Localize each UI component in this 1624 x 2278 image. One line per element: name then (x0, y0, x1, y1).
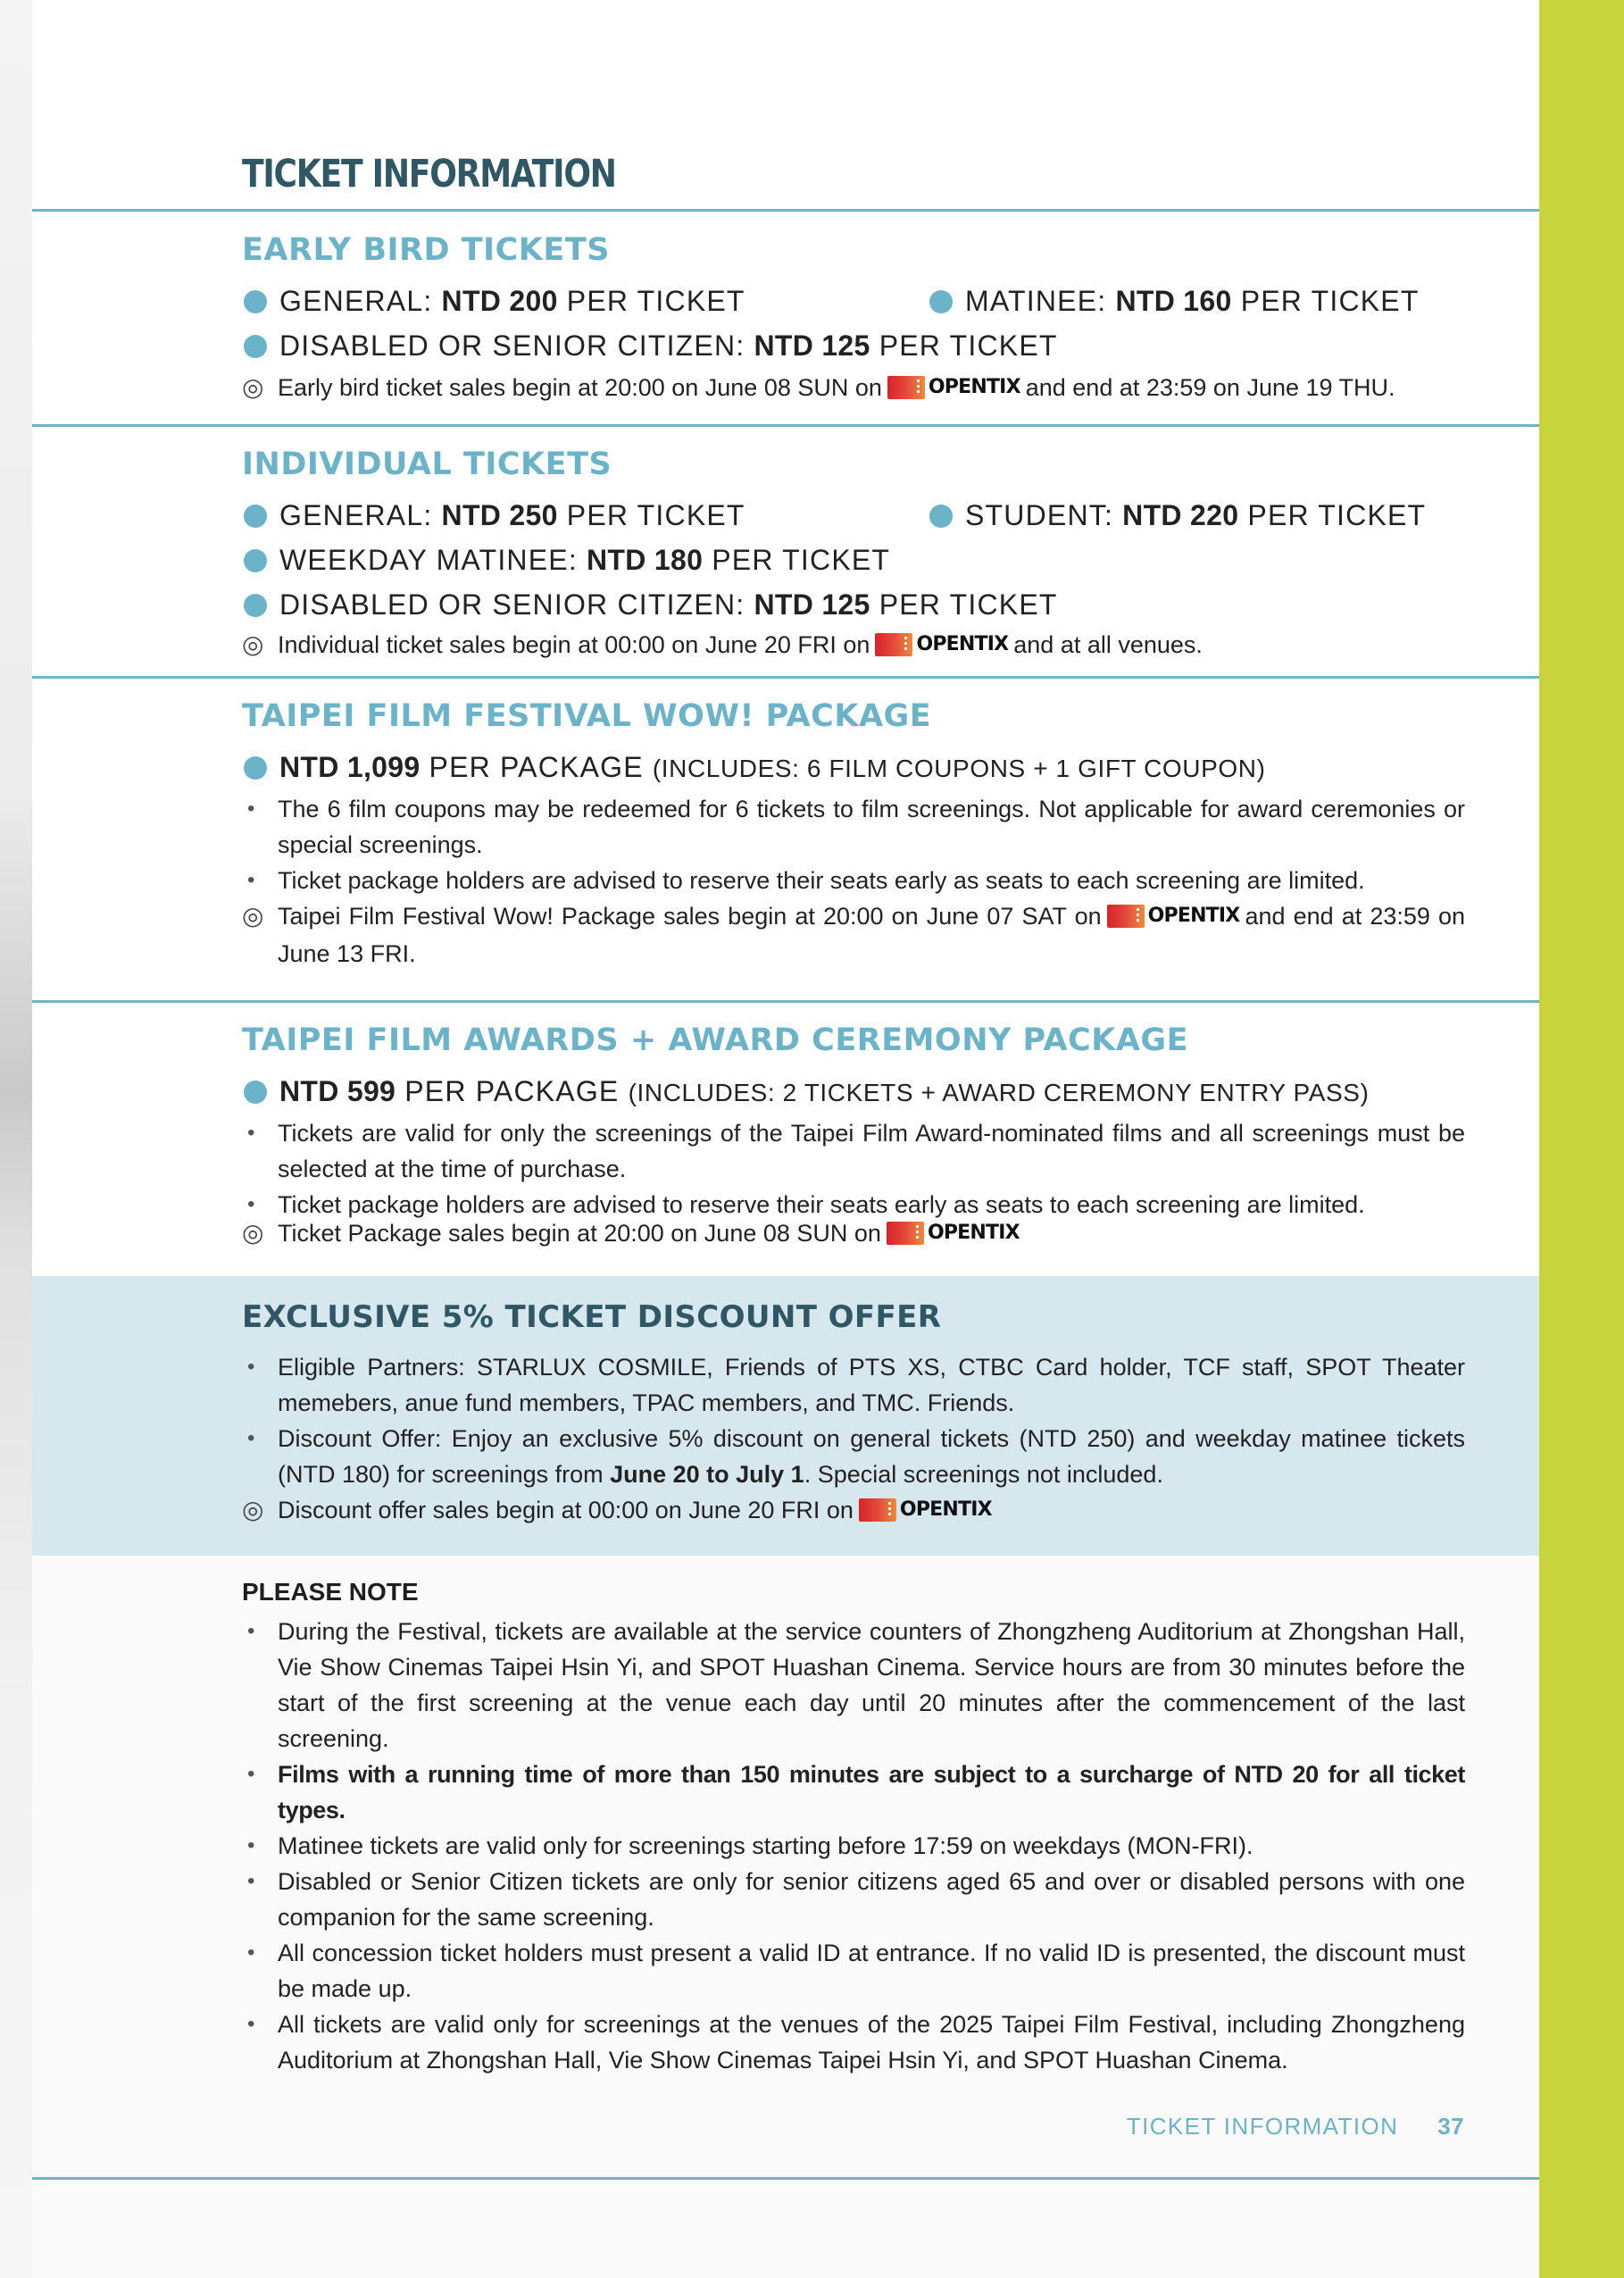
wow-package-section (242, 697, 1465, 972)
double-circle-icon: ◎ (242, 630, 264, 658)
list-item: • Eligible Partners: STARLUX COSMILE, Friends of PTS XS, CTBC Card holder, TCF staff, SPOT Theater memebers, anue fund members, TPAC members, and TMC. Friends. (247, 1354, 1465, 1416)
sales-note: ◎ Early bird ticket sales begin at 20:00 on June 08 SUN on OPENTIX and end at 23:59 on June 19 THU. (242, 370, 1465, 407)
page-edge-shadow (0, 0, 32, 2278)
side-color-bar (1539, 0, 1624, 2278)
ticket-icon (1107, 905, 1145, 928)
list-item: • All concession ticket holders must present a valid ID at entrance. If no valid ID is presented, the discount must be made up. (247, 1940, 1465, 2002)
opentix-logo: OPENTIX (875, 627, 1008, 663)
list-item: • All tickets are valid only for screenings at the venues of the 2025 Taipei Film Festival, including Zhongzheng Auditorium at Zhongshan Hall, Vie Show Cinemas Taipei Hsin Yi, and SPOT Huashan Cinema. (247, 2011, 1465, 2074)
ticket-icon (887, 376, 925, 399)
price-disabled: DISABLED OR SENIOR CITIZEN: NTD 125 PER TICKET (242, 323, 1465, 368)
section-title: EXCLUSIVE 5% TICKET DISCOUNT OFFER (242, 1299, 942, 1335)
price-student: STUDENT: NTD 220 PER TICKET (928, 493, 1426, 538)
opentix-logo: OPENTIX (1107, 898, 1240, 934)
opentix-logo: OPENTIX (887, 1215, 1020, 1251)
page-number: 37 (1437, 2113, 1464, 2140)
individual-section (242, 445, 1465, 664)
divider (32, 1000, 1539, 1003)
double-circle-icon: ◎ (242, 902, 264, 930)
price-matinee: MATINEE: NTD 160 PER TICKET (928, 279, 1420, 323)
opentix-logo: OPENTIX (887, 370, 1020, 405)
sales-note: ◎ Ticket Package sales begin at 20:00 on June 08 SUN on OPENTIX (242, 1215, 1465, 1253)
price-disabled: DISABLED OR SENIOR CITIZEN: NTD 125 PER TICKET (242, 582, 1465, 627)
list-item: • Disabled or Senior Citizen tickets are only for senior citizens aged 65 and over or disabled persons with one companion for the same screening. (247, 1868, 1465, 1931)
bullet-dot-icon (244, 549, 267, 572)
ticket-icon (887, 1222, 924, 1245)
price-general: GENERAL: NTD 250 PER TICKET (242, 493, 928, 538)
section-title: TAIPEI FILM FESTIVAL WOW! PACKAGE (242, 698, 932, 734)
list-item: • Ticket package holders are advised to reserve their seats early as seats to each screening are limited. (247, 867, 1365, 894)
opentix-logo: OPENTIX (859, 1492, 992, 1528)
bullet-dot-icon (929, 290, 953, 313)
bullet-dot-icon (244, 505, 267, 528)
divider (32, 676, 1539, 679)
bullet-dot-icon (244, 290, 267, 313)
list-item: • Films with a running time of more than 150 minutes are subject to a surcharge of NTD 20 for all ticket types. (247, 1761, 1465, 1823)
list-item: • Tickets are valid for only the screenings of the Taipei Film Award-nominated films and all screenings must be selected at the time of purchase. (247, 1120, 1465, 1182)
package-price: NTD 1,099 PER PACKAGE (INCLUDES: 6 FILM COUPONS + 1 GIFT COUPON) (242, 745, 1465, 791)
please-note-section (242, 1574, 1465, 2078)
price-general: GENERAL: NTD 200 PER TICKET (242, 279, 928, 323)
section-title: TAIPEI FILM AWARDS + AWARD CEREMONY PACKAGE (242, 1022, 1189, 1058)
discount-section (242, 1298, 1465, 1530)
divider (32, 2177, 1539, 2180)
footer-section-label: TICKET INFORMATION (1126, 2113, 1399, 2140)
sales-note: ◎ Discount offer sales begin at 00:00 on June 20 FRI on OPENTIX (242, 1492, 1465, 1530)
divider (32, 424, 1539, 427)
section-title: INDIVIDUAL TICKETS (242, 446, 612, 482)
sales-note: ◎ Individual ticket sales begin at 00:00 on June 20 FRI on OPENTIX and at all venues. (242, 627, 1465, 664)
double-circle-icon: ◎ (242, 373, 264, 401)
bullet-dot-icon (929, 505, 953, 528)
bullet-dot-icon (244, 756, 267, 780)
list-item: • During the Festival, tickets are available at the service counters of Zhongzheng Auditorium at Zhongshan Hall, Vie Show Cinemas Taipei Hsin Yi, and SPOT Huashan Cinema. Service hours are from 30 minutes before the start of the first screening at the venue each day until 20 minutes after the commencement of the last screening. (247, 1618, 1465, 1752)
early-bird-section (242, 230, 1465, 407)
list-item: • Ticket package holders are advised to reserve their seats early as seats to each screening are limited. (247, 1191, 1365, 1218)
ticket-icon (859, 1498, 896, 1522)
divider (32, 209, 1539, 212)
bullet-dot-icon (244, 594, 267, 617)
package-price: NTD 599 PER PACKAGE (INCLUDES: 2 TICKETS + AWARD CEREMONY ENTRY PASS) (242, 1069, 1465, 1115)
section-title: PLEASE NOTE (242, 1578, 419, 1606)
section-title: EARLY BIRD TICKETS (242, 232, 610, 268)
awards-package-section (242, 1021, 1465, 1253)
price-weekday-matinee: WEEKDAY MATINEE: NTD 180 PER TICKET (242, 538, 1465, 582)
list-item: • Discount Offer: Enjoy an exclusive 5% discount on general tickets (NTD 250) and weekday matinee tickets (NTD 180) for screenings from June 20 to July 1. Special screenings not included. (247, 1425, 1465, 1488)
list-item: • Matinee tickets are valid only for screenings starting before 17:59 on weekdays (MON-FRI). (247, 1832, 1253, 1859)
ticket-icon (875, 633, 912, 656)
bullet-dot-icon (244, 1081, 267, 1104)
page-footer (1127, 2113, 1464, 2140)
bullet-dot-icon (244, 335, 267, 358)
list-item: • The 6 film coupons may be redeemed for 6 tickets to film screenings. Not applicable for award ceremonies or special screenings. (247, 796, 1465, 858)
double-circle-icon: ◎ (242, 1496, 264, 1523)
sales-note: ◎ Taipei Film Festival Wow! Package sales begin at 20:00 on June 07 SAT on OPENTIX and end at 23:59 on June 13 FRI. (242, 898, 1465, 972)
double-circle-icon: ◎ (242, 1219, 264, 1247)
page-title: TICKET INFORMATION (242, 152, 616, 196)
